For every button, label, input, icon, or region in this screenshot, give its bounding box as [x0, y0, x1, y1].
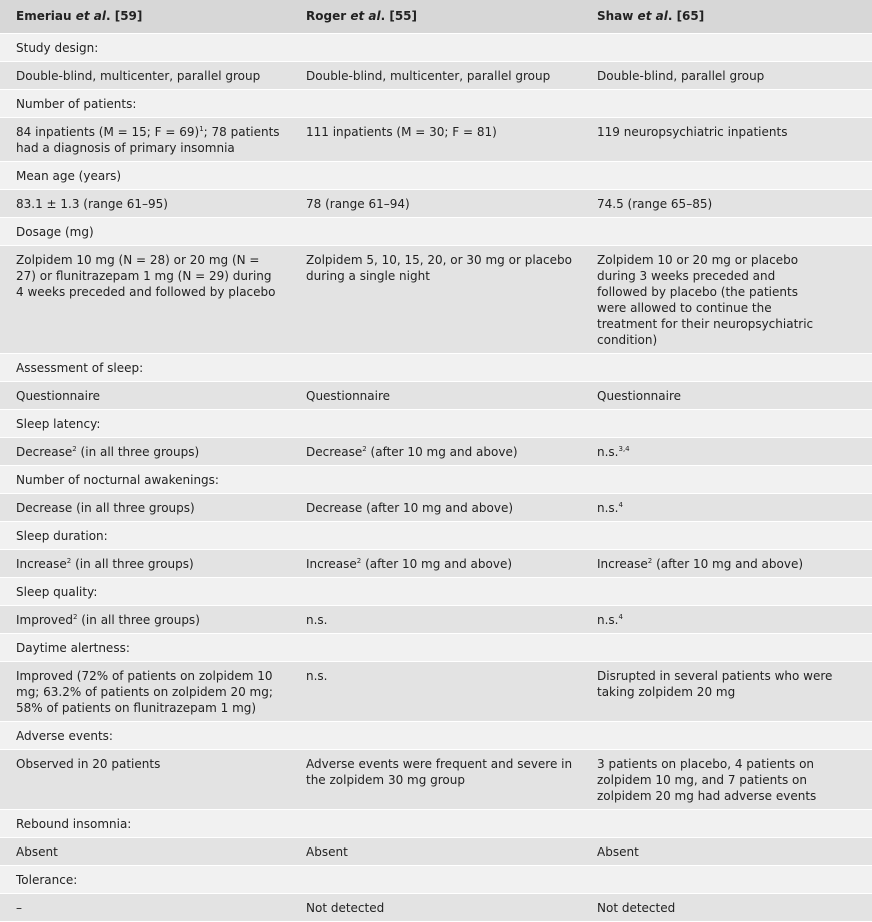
- study-design-roger: Double-blind, multicenter, parallel group: [290, 62, 581, 90]
- rebound-shaw: Absent: [581, 838, 872, 866]
- adverse-shaw: 3 patients on placebo, 4 patients on zolpidem 10 mg, and 7 patients on zolpidem 20 mg had adverse events: [581, 750, 872, 810]
- dosage-label: Dosage (mg): [0, 218, 872, 246]
- duration-emeriau: Increase$^2$ (in all three groups): [0, 550, 290, 578]
- tolerance-label: Tolerance:: [0, 866, 872, 894]
- latency-roger: Decrease$^2$ (after 10 mg and above): [290, 438, 581, 466]
- rebound-emeriau: Absent: [0, 838, 290, 866]
- dosage-shaw-line: followed by placebo (the patients: [597, 285, 798, 299]
- patients-emeriau: 84 inpatients (M = 15; F = 69)$^1$; 78 patients had a diagnosis of primary insomnia: [0, 118, 290, 162]
- table-row: [0, 62, 872, 90]
- assessment-label: Assessment of sleep:: [0, 354, 872, 382]
- dosage-shaw-line: Zolpidem 10 or 20 mg or placebo: [597, 253, 799, 267]
- header-roger: Roger et al. [55]: [290, 0, 581, 34]
- alertness-roger: n.s.: [290, 662, 581, 722]
- table-row: [0, 118, 872, 162]
- awakenings-label: Number of nocturnal awakenings:: [0, 466, 872, 494]
- dosage-shaw-line: during 3 weeks preceded and: [597, 269, 776, 283]
- section-label-row: [0, 722, 872, 750]
- table-row: [0, 550, 872, 578]
- rebound-label: Rebound insomnia:: [0, 810, 872, 838]
- age-roger: 78 (range 61–94): [290, 190, 581, 218]
- table-row: [0, 438, 872, 466]
- dosage-shaw: [581, 246, 872, 354]
- section-label-row: [0, 34, 872, 62]
- patients-roger: 111 inpatients (M = 30; F = 81): [290, 118, 581, 162]
- section-label-row: [0, 578, 872, 606]
- table-row: [0, 606, 872, 634]
- section-label-row: [0, 522, 872, 550]
- quality-roger: n.s.: [290, 606, 581, 634]
- section-label-row: [0, 90, 872, 118]
- assessment-roger: Questionnaire: [290, 382, 581, 410]
- quality-shaw: n.s.$^4$: [581, 606, 872, 634]
- awakenings-emeriau: Decrease (in all three groups): [0, 494, 290, 522]
- latency-shaw: n.s.$^{3,4}$: [581, 438, 872, 466]
- section-label-row: [0, 162, 872, 190]
- duration-label: Sleep duration:: [0, 522, 872, 550]
- header-shaw: Shaw et al. [65]: [581, 0, 872, 34]
- awakenings-shaw: n.s.$^4$: [581, 494, 872, 522]
- age-shaw: 74.5 (range 65–85): [581, 190, 872, 218]
- header-row: [0, 0, 872, 34]
- age-emeriau: 83.1 ± 1.3 (range 61–95): [0, 190, 290, 218]
- adverse-roger: Adverse events were frequent and severe in the zolpidem 30 mg group: [290, 750, 581, 810]
- dosage-roger: Zolpidem 5, 10, 15, 20, or 30 mg or placebo during a single night: [290, 246, 581, 354]
- patients-label: Number of patients:: [0, 90, 872, 118]
- quality-label: Sleep quality:: [0, 578, 872, 606]
- table-row: [0, 838, 872, 866]
- section-label-row: [0, 634, 872, 662]
- section-label-row: [0, 410, 872, 438]
- tolerance-shaw: Not detected: [581, 894, 872, 922]
- section-label-row: [0, 810, 872, 838]
- section-label-row: [0, 866, 872, 894]
- section-label-row: [0, 218, 872, 246]
- study-design-emeriau: Double-blind, multicenter, parallel group: [0, 62, 290, 90]
- table-row: [0, 494, 872, 522]
- dosage-shaw-line: treatment for their neuropsychiatric condition): [597, 317, 814, 347]
- age-label: Mean age (years): [0, 162, 872, 190]
- table-row: [0, 750, 872, 810]
- table-row: [0, 246, 872, 354]
- duration-shaw: Increase$^2$ (after 10 mg and above): [581, 550, 872, 578]
- adverse-label: Adverse events:: [0, 722, 872, 750]
- adverse-emeriau: Observed in 20 patients: [0, 750, 290, 810]
- assessment-emeriau: Questionnaire: [0, 382, 290, 410]
- latency-emeriau: Decrease$^2$ (in all three groups): [0, 438, 290, 466]
- section-label-row: [0, 354, 872, 382]
- study-design-shaw: Double-blind, parallel group: [581, 62, 872, 90]
- dosage-shaw-line: were allowed to continue the: [597, 301, 772, 315]
- alertness-emeriau: Improved (72% of patients on zolpidem 10 mg; 63.2% of patients on zolpidem 20 mg; 58% of patients on flunitrazepam 1 mg): [0, 662, 290, 722]
- section-label-row: [0, 466, 872, 494]
- table-row: [0, 662, 872, 722]
- latency-label: Sleep latency:: [0, 410, 872, 438]
- study-design-label: Study design:: [0, 34, 872, 62]
- alertness-label: Daytime alertness:: [0, 634, 872, 662]
- quality-emeriau: Improved$^2$ (in all three groups): [0, 606, 290, 634]
- alertness-shaw: Disrupted in several patients who were taking zolpidem 20 mg: [581, 662, 872, 722]
- rebound-roger: Absent: [290, 838, 581, 866]
- dosage-emeriau: Zolpidem 10 mg (N = 28) or 20 mg (N = 27) or flunitrazepam 1 mg (N = 29) during 4 weeks preceded and followed by placebo: [0, 246, 290, 354]
- header-emeriau: Emeriau et al. [59]: [0, 0, 290, 34]
- table-row: [0, 894, 872, 922]
- patients-shaw: 119 neuropsychiatric inpatients: [581, 118, 872, 162]
- tolerance-roger: Not detected: [290, 894, 581, 922]
- duration-roger: Increase$^2$ (after 10 mg and above): [290, 550, 581, 578]
- assessment-shaw: Questionnaire: [581, 382, 872, 410]
- awakenings-roger: Decrease (after 10 mg and above): [290, 494, 581, 522]
- table-row: [0, 382, 872, 410]
- tolerance-emeriau: –: [0, 894, 290, 922]
- table-row: [0, 190, 872, 218]
